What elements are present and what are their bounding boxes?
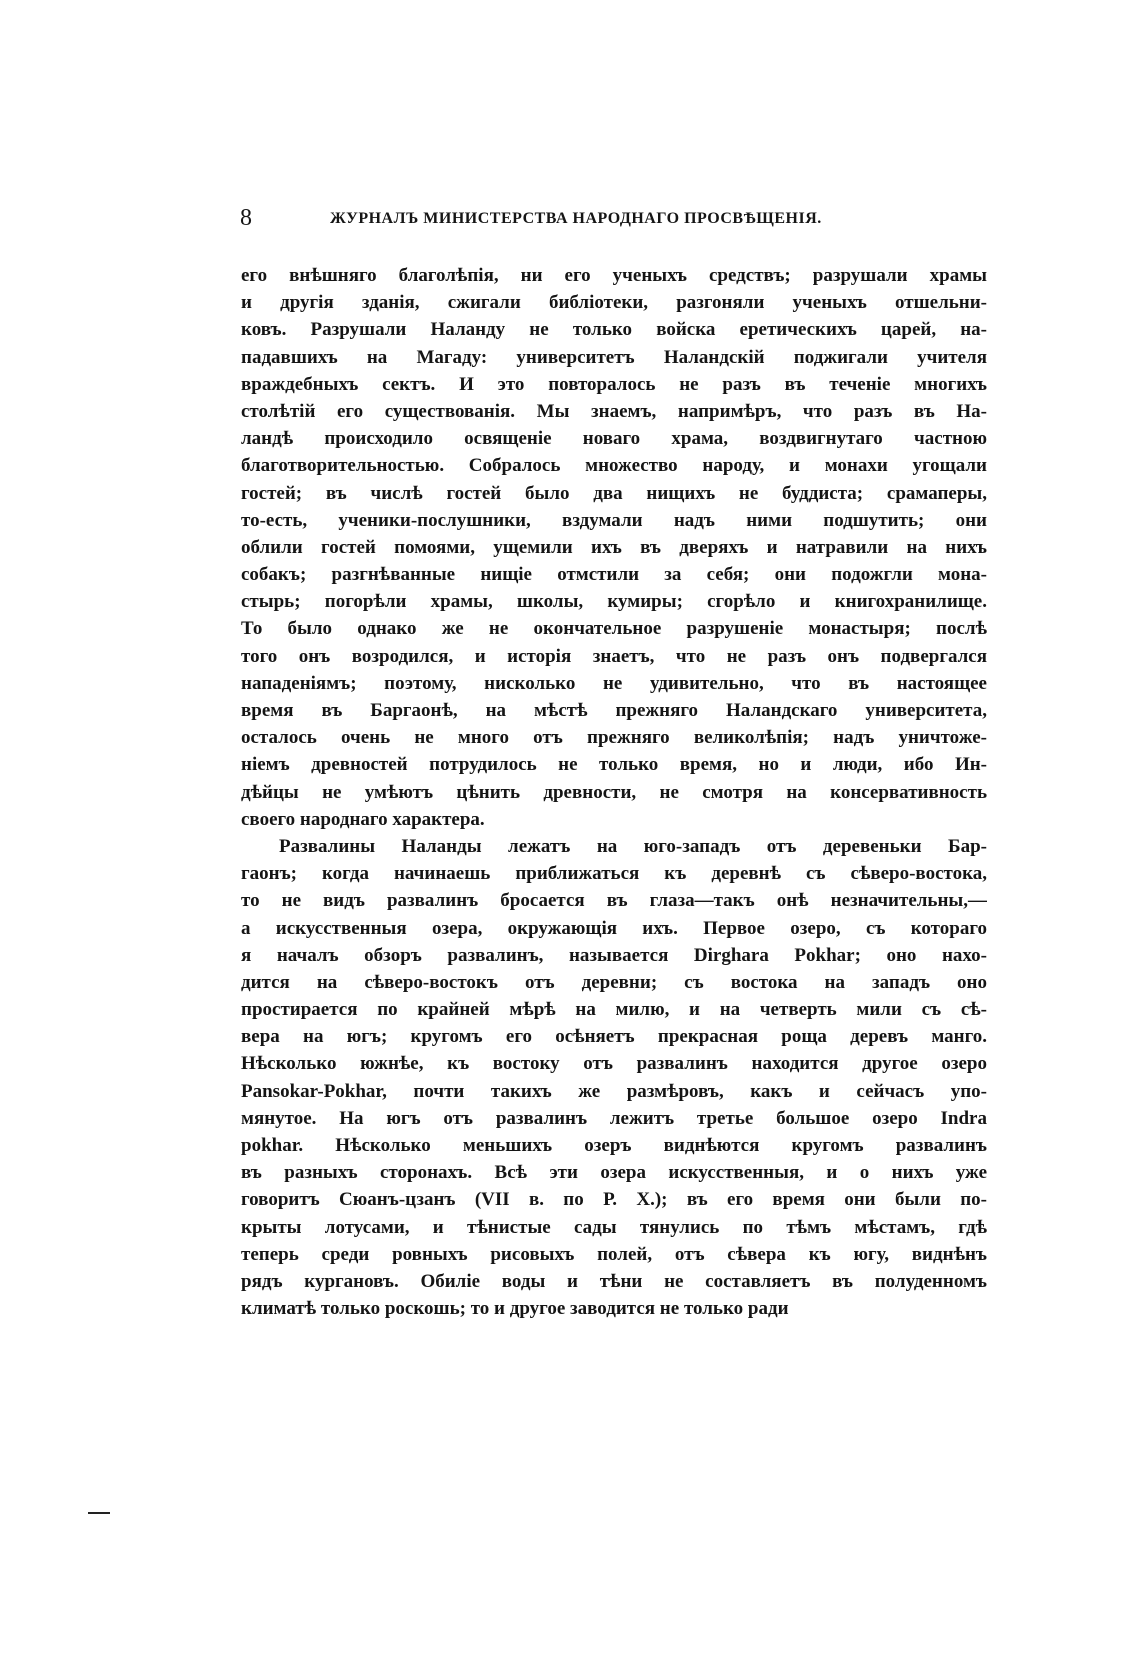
text-line: а искусственныя озера, окружающія ихъ. Первое озеро, съ котораго (241, 917, 987, 939)
text-line: осталось очень не много отъ прежняго великолѣпія; надъ уничтоже- (241, 727, 987, 749)
text-line: время въ Баргаонѣ, на мѣстѣ прежняго Наландскаго университета, (241, 700, 987, 721)
text-line: ніемъ древностей потрудилось не только время, но и люди, ибо Ин- (241, 754, 987, 776)
text-line: я началъ обзоръ развалинъ, называется Dirghara Pokhar; оно нахо- (241, 944, 987, 966)
page-number: 8 (240, 205, 252, 231)
text-line: его внѣшняго благолѣпія, ни его ученыхъ средствъ; разрушали храмы (241, 265, 987, 286)
text-line: нападеніямъ; поэтому, нисколько не удивительно, что въ настоящее (241, 672, 987, 694)
text-line: pokhar. Нѣсколько меньшихъ озеръ виднѣются кругомъ развалинъ (241, 1135, 987, 1156)
text-line: то не видъ развалинъ бросается въ глаза—такъ онѣ незначительны,— (241, 890, 987, 912)
text-line: благотворительностью. Собралось множество народу, и монахи угощали (241, 455, 987, 477)
margin-mark (88, 1512, 110, 1514)
text-line: климатѣ только роскошь; то и другое заводится не только ради (241, 1298, 789, 1320)
text-line: Развалины Наланды лежатъ на юго-западъ отъ деревеньки Бар- (279, 835, 987, 857)
text-line: столѣтій его существованія. Мы знаемъ, напримѣръ, что разъ въ На- (241, 400, 987, 422)
text-line: ландѣ происходило освященіе новаго храма, воздвигнутаго частною (241, 428, 987, 450)
text-line: вера на югъ; кругомъ его осѣняетъ прекрасная роща деревъ манго. (241, 1026, 987, 1048)
text-line: крыты лотусами, и тѣнистые сады тянулись по тѣмъ мѣстамъ, гдѣ (241, 1216, 987, 1238)
text-line: рядъ кургановъ. Обиліе воды и тѣни не составляетъ въ полуденномъ (241, 1270, 987, 1292)
text-line: простирается по крайней мѣрѣ на милю, и на четверть мили съ сѣ- (241, 999, 987, 1021)
text-line: гаонъ; когда начинаешь приближаться къ деревнѣ съ сѣверо-востока, (241, 863, 987, 885)
text-line: того онъ возродился, и исторія знаетъ, что не разъ онъ подвергался (241, 645, 987, 667)
text-line: своего народнаго характера. (241, 808, 485, 830)
text-line: дѣйцы не умѣютъ цѣнить древности, не смотря на консервативность (241, 781, 987, 803)
text-line: враждебныхъ сектъ. И это повторалось не разъ въ теченіе многихъ (241, 373, 987, 395)
text-line: то-есть, ученики-послушники, вздумали надъ ними подшутить; они (241, 509, 987, 531)
text-line: Pansokar-Pokhar, почти такихъ же размѣровъ, какъ и сейчасъ упо- (241, 1080, 987, 1102)
running-title: ЖУРНАЛЪ МИНИСТЕРСТВА НАРОДНАГО ПРОСВѢЩЕНІЯ. (330, 210, 822, 227)
text-line: въ разныхъ сторонахъ. Всѣ эти озера искусственныя, и о нихъ уже (241, 1162, 987, 1184)
text-line: ковъ. Разрушали Наланду не только войска еретическихъ царей, на- (241, 319, 987, 341)
text-line: падавшихъ на Магаду: университетъ Наландскій поджигали учителя (241, 346, 987, 368)
text-line: То было однако же не окончательное разрушеніе монастыря; послѣ (241, 618, 987, 640)
text-line: гостей; въ числѣ гостей было два нищихъ не буддиста; срамаперы, (241, 482, 987, 504)
text-line: собакъ; разгнѣванные нищіе отмстили за себя; они подожгли мона- (241, 564, 987, 586)
body-text (241, 262, 987, 1322)
text-line: и другія зданія, сжигали библіотеки, разгоняли ученыхъ отшельни- (241, 292, 987, 314)
text-line: дится на сѣверо-востокъ отъ деревни; съ востока на западъ оно (241, 971, 987, 993)
text-line: облили гостей помоями, ущемили ихъ въ дверяхъ и натравили на нихъ (241, 536, 987, 558)
text-line: стырь; погорѣли храмы, школы, кумиры; сгорѣло и книгохранилище. (241, 591, 987, 613)
text-line: говоритъ Сюанъ-цзанъ (VII в. по Р. Х.); въ его время они были по- (241, 1189, 987, 1211)
text-line: Нѣсколько южнѣе, къ востоку отъ развалинъ находится другое озеро (241, 1053, 987, 1075)
text-line: теперь среди ровныхъ рисовыхъ полей, отъ сѣвера къ югу, виднѣнъ (241, 1243, 987, 1265)
text-line: мянутое. На югъ отъ развалинъ лежитъ третье большое озеро Indra (241, 1107, 987, 1129)
